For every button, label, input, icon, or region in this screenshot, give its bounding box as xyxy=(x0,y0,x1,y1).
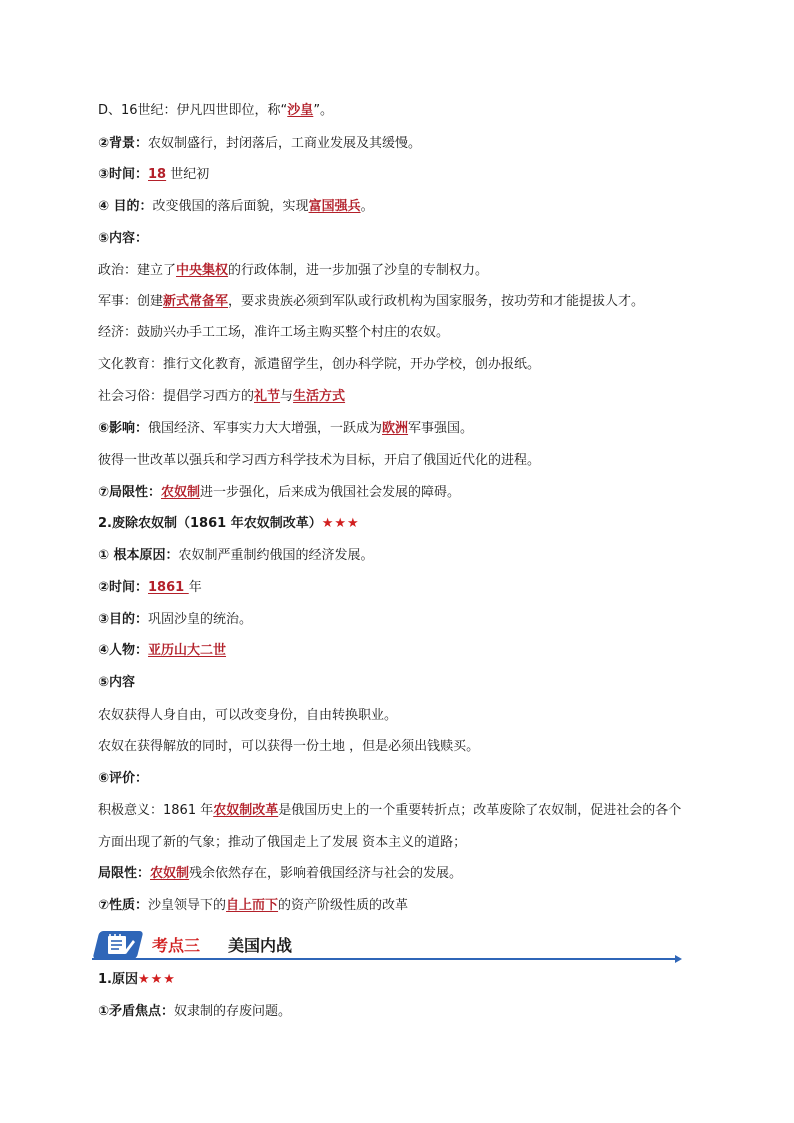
keyword-highlight: 自上而下 xyxy=(226,898,279,913)
text-segment: 军事：创建 xyxy=(98,294,164,309)
text-segment: 积极意义：1861 年 xyxy=(98,803,214,818)
keyword-highlight: 富国强兵 xyxy=(308,199,361,214)
text-segment: 的资产阶级性质的改革 xyxy=(278,898,409,913)
text-segment: 残余依然存在，影响着俄国经济与社会的发展。 xyxy=(189,866,463,881)
keyword-highlight: 中央集权 xyxy=(176,263,229,278)
text-line xyxy=(98,896,408,916)
text-segment: 农奴制严重制约俄国的经济发展。 xyxy=(178,548,374,563)
text-line xyxy=(98,546,374,566)
text-segment: 奴隶制的存废问题。 xyxy=(174,1004,292,1019)
keyword-highlight: 礼节 xyxy=(254,389,281,404)
text-segment: 经济：鼓励兴办手工工场，准许工场主购买整个村庄的农奴。 xyxy=(98,325,450,340)
text-line xyxy=(98,483,460,503)
text-segment: ⑦局限性： xyxy=(98,485,162,500)
text-line xyxy=(98,864,462,884)
text-segment: ”。 xyxy=(313,103,334,118)
text-segment: 俄国经济、军事实力大大增强，一跃成为 xyxy=(148,421,383,436)
text-line xyxy=(98,134,421,154)
keyword-highlight: 1861 xyxy=(148,580,189,595)
text-segment: ②背景： xyxy=(98,136,149,151)
text-segment: 2.废除农奴制（1861 年农奴制改革） xyxy=(98,516,322,531)
section-rule xyxy=(92,958,678,960)
text-segment: ，要求贵族必须到军队或行政机构为国家服务，按功劳和才能提拔人才。 xyxy=(228,294,645,309)
text-segment: 改变俄国的落后面貌，实现 xyxy=(152,199,309,214)
text-segment: 的行政体制，进一步加强了沙皇的专制权力。 xyxy=(228,263,489,278)
text-segment: 农奴制盛行，封闭落后，工商业发展及其缓慢。 xyxy=(148,136,422,151)
text-line xyxy=(98,292,644,312)
text-segment: ③目的： xyxy=(98,612,149,627)
text-segment: 世纪初 xyxy=(166,167,210,182)
text-segment: 军事强国。 xyxy=(408,421,474,436)
text-line xyxy=(98,261,488,281)
keyword-highlight: 农奴制 xyxy=(150,866,190,881)
text-line xyxy=(98,706,397,726)
text-segment: D、16世纪：伊凡四世即位，称“ xyxy=(98,103,288,118)
keyword-highlight: 沙皇 xyxy=(287,103,314,118)
text-segment: ⑥影响： xyxy=(98,421,149,436)
text-segment: ④人物： xyxy=(98,643,149,658)
text-line xyxy=(98,323,449,343)
text-segment: ⑥评价： xyxy=(98,771,149,786)
text-segment: 进一步强化，后来成为俄国社会发展的障碍。 xyxy=(200,485,461,500)
text-segment: 。 xyxy=(360,199,374,214)
text-line xyxy=(98,801,681,821)
text-line xyxy=(98,419,473,439)
text-segment: 局限性： xyxy=(98,866,151,881)
text-line xyxy=(98,229,148,249)
text-line xyxy=(98,578,202,598)
text-segment: 彼得一世改革以强兵和学习西方科学技术为目标，开启了俄国近代化的进程。 xyxy=(98,453,541,468)
notebook-pen-icon xyxy=(102,931,138,959)
text-segment: 沙皇领导下的 xyxy=(148,898,227,913)
keyword-highlight: 新式常备军 xyxy=(163,294,229,309)
text-segment: 与 xyxy=(280,389,294,404)
text-segment: 巩固沙皇的统治。 xyxy=(148,612,253,627)
section-rule-arrow xyxy=(675,955,682,963)
importance-stars: ★★★ xyxy=(137,972,176,987)
section-banner xyxy=(82,928,682,964)
text-segment: 年 xyxy=(188,580,202,595)
text-line xyxy=(98,514,360,534)
text-segment: 方面出现了新的气象；推动了俄国走上了发展 资本主义的道路； xyxy=(98,835,467,850)
text-segment: 农奴在获得解放的同时，可以获得一份土地 ，但是必须出钱赎买。 xyxy=(98,739,480,754)
text-line xyxy=(98,833,466,853)
keyword-highlight: 生活方式 xyxy=(293,389,346,404)
text-line xyxy=(98,970,176,990)
importance-stars: ★★★ xyxy=(321,516,360,531)
text-line xyxy=(98,165,209,185)
text-segment: 农奴获得人身自由，可以改变身份，自由转换职业。 xyxy=(98,708,398,723)
text-segment: 文化教育：推行文化教育，派遣留学生，创办科学院，开办学校，创办报纸。 xyxy=(98,357,541,372)
text-segment: ②时间： xyxy=(98,580,149,595)
text-segment: ④ 目的： xyxy=(98,199,153,214)
text-line xyxy=(98,1002,291,1022)
text-line xyxy=(98,769,148,789)
text-segment: 社会习俗：提倡学习西方的 xyxy=(98,389,255,404)
keyword-highlight: 18 xyxy=(148,167,167,182)
section-title: 美国内战 xyxy=(228,936,293,955)
text-line xyxy=(98,610,252,630)
text-segment: ③时间： xyxy=(98,167,149,182)
keyword-highlight: 亚历山大二世 xyxy=(148,643,227,658)
text-line xyxy=(98,641,226,661)
text-segment: ⑤内容 xyxy=(98,675,136,690)
keyword-highlight: 农奴制 xyxy=(161,485,201,500)
text-segment: ①矛盾焦点： xyxy=(98,1004,175,1019)
text-line xyxy=(98,673,135,693)
text-line xyxy=(98,197,374,217)
section-prefix: 考点三 xyxy=(152,936,201,955)
keyword-highlight: 农奴制改革 xyxy=(213,803,279,818)
text-line xyxy=(98,355,540,375)
text-line xyxy=(98,101,333,121)
text-segment: 1.原因 xyxy=(98,972,138,987)
text-line xyxy=(98,451,540,471)
text-line xyxy=(98,387,345,407)
keyword-highlight: 欧洲 xyxy=(382,421,409,436)
text-segment: ⑤内容： xyxy=(98,231,149,246)
text-segment: ⑦性质： xyxy=(98,898,149,913)
text-segment: ① 根本原因： xyxy=(98,548,179,563)
text-segment: 政治：建立了 xyxy=(98,263,177,278)
text-line xyxy=(98,737,479,757)
text-segment: 是俄国历史上的一个重要转折点；改革废除了农奴制，促进社会的各个 xyxy=(278,803,682,818)
